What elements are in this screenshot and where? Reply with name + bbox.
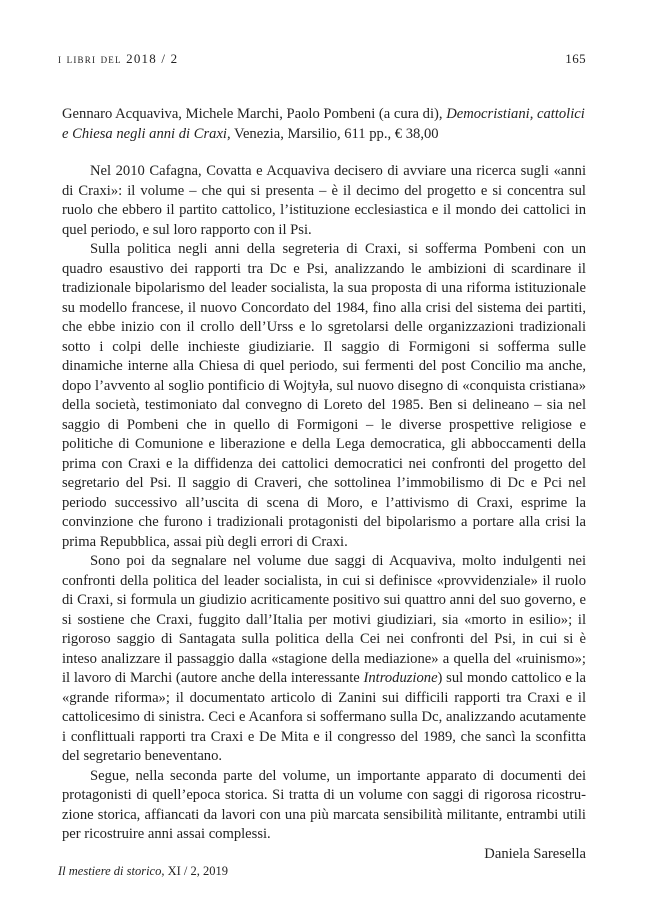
paragraph-3-part-a: Sono poi da segnalare nel volume due saggi di Acquaviva, molto indulgenti nei confronti della politica del leader socialista, in cui si definisce «provvidenziale» il ruolo di Craxi, si formula un giudizio acriticamente positivo sui quattro anni del suo governo, e si sostiene che Craxi, fuggito dall’Italia per motivi giudiziari, sia «morto in esilio»; il rigoroso saggio di Santagata sulla politica della Cei nei confronti del Psi, in cui si è inteso analizzare il passaggio dalla «stagione della mediazione» a quella del «ruinismo»; il lavoro di Marchi (autore anche della interessante xyxy=(62,553,586,686)
page-footer xyxy=(58,864,228,879)
book-title: Democristiani, cattolici e Chiesa negli anni di Craxi xyxy=(62,106,585,142)
journal-section-label: i libri del 2018 / 2 xyxy=(58,51,179,66)
book-publication-details: , Venezia, Marsilio, 611 pp., € 38,00 xyxy=(226,125,439,142)
paragraph-3-italic: Introduzione xyxy=(363,670,438,686)
page-number: 165 xyxy=(565,51,586,66)
paragraph-1: Nel 2010 Cafagna, Covatta e Acquaviva decisero di avviare una ricerca sugli «anni di Craxi»: il volume – che qui si presenta – è il decimo del progetto e si concentra sul ruolo che ebbero il partito cattolico, l’istituzione ecclesiastica e il mondo dei cattolici in quel periodo, e sul loro rapporto con il Psi. xyxy=(62,163,586,238)
paragraph-4: Segue, nella seconda parte del volume, un importante apparato di documenti dei protagonisti di quell’epoca storica. Si tratta di un volume con saggi di rigorosa ricostruzione storica, affiancati da lavori con una più marcata sensibilità militante, entrambi utili per ricostruire anni assai complessi. xyxy=(62,767,586,842)
reviewer-signature: Daniela Saresella xyxy=(484,845,586,862)
footer-issue: , XI / 2, 2019 xyxy=(161,864,229,878)
running-head xyxy=(58,51,586,67)
book-citation xyxy=(62,105,586,144)
paragraph-3-part-b: ) sul mondo cattolico e la «grande riforma»; il documentato articolo di Zanini sui difficili rapporti tra Craxi e il cattolicesimo di sinistra. Ceci e Acanfora si soffermano sulla Dc, analizzando acutamente i conflittuali rapporti tra Craxi e De Mita e il congresso del 1989, che sancì la sconfitta del segretario beneventano. xyxy=(62,670,586,764)
paragraph-3 xyxy=(62,552,586,767)
footer-journal-title: Il mestiere di storico xyxy=(58,864,162,878)
book-authors: Gennaro Acquaviva, Michele Marchi, Paolo Pombeni (a cura di), xyxy=(62,106,447,122)
paragraph-2: Sulla politica negli anni della segreteria di Craxi, si sofferma Pombeni con un quadro esaustivo dei rapporti tra Dc e Psi, analizzando le ambizioni di scardinare il tradizionale bipolarismo del leader socialista, la sua proposta di una riforma istituzionale su modello francese, il nuovo Concordato del 1984, fino alla crisi del sistema dei partiti, che ebbe inizio con il crollo dell’Urss e lo sgretolarsi delle organizzazioni tradizionali sotto i colpi delle inchieste giudiziarie. Il saggio di Formigoni si sofferma sulle dinamiche interne alla Chiesa di quel periodo, sui fermenti del post Concilio ma anche, dopo l’avvento al soglio pontificio di Wojtyła, sul nuovo disegno di «conquista cristiana» della società, testimoniato dal convegno di Loreto del 1985. Ben si delineano – sia nel saggio di Pombeni che in quello di Formigoni – le diverse prospettive religiose e politiche di Comunione e liberazione e della Lega democratica, gli abboccamenti della prima con Craxi e la diffidenza dei cattolici democratici nei confronti del progetto del segretario del Psi. Il saggio di Craveri, che sottolinea l’immobilismo di Dc e Pci nel periodo successivo all’uscita di scena di Moro, e l’attivismo di Craxi, esprime la convinzione che furono i tradizionali protagonisti del bipolarismo a portare alla crisi la prima Repubblica, assai più degli errori di Craxi. xyxy=(62,241,586,550)
review-body xyxy=(62,162,586,864)
